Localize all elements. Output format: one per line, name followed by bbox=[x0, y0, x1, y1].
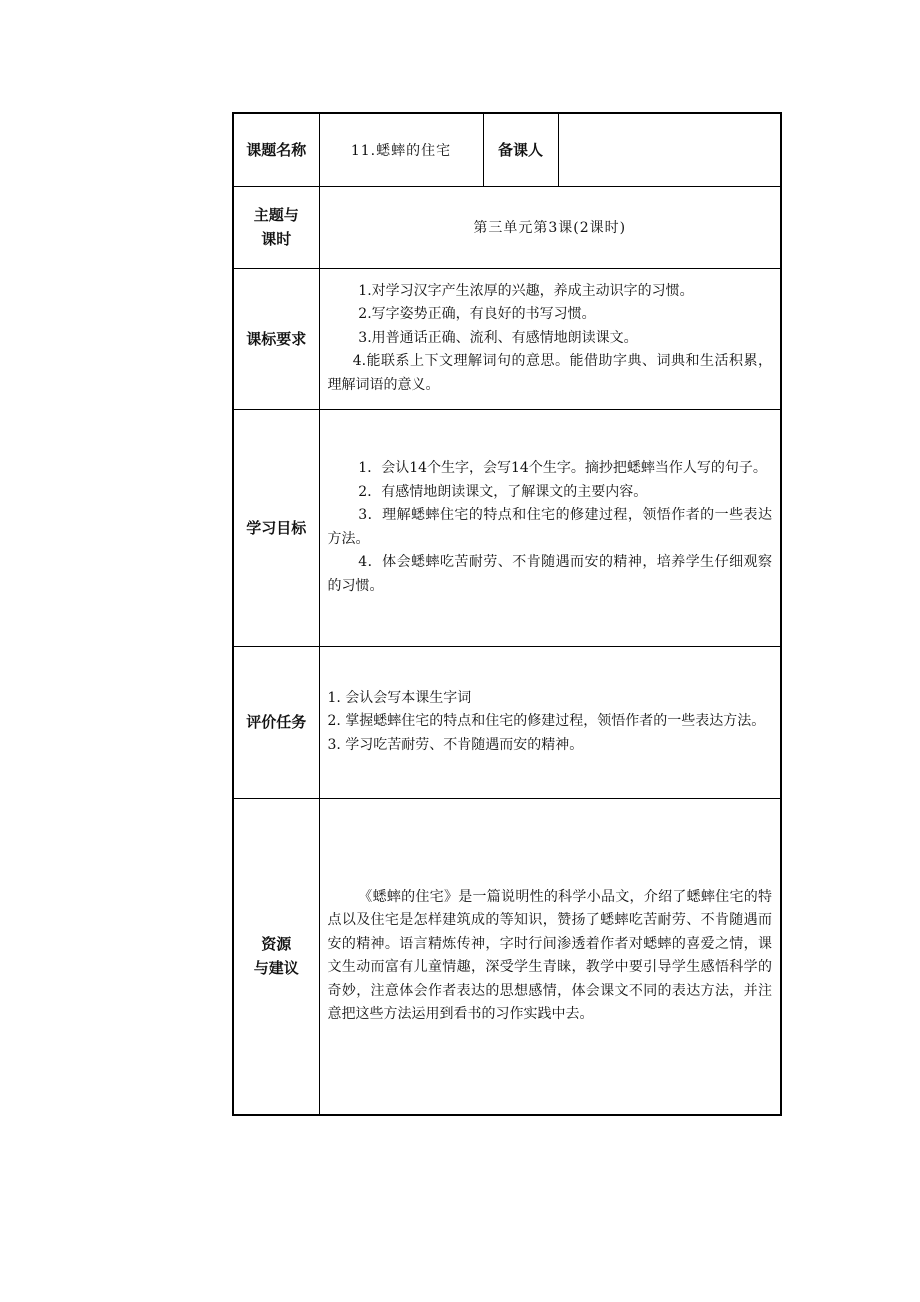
row-resources bbox=[233, 798, 781, 1115]
goals-item: 1．会认14个生字，会写14个生字。摘抄把蟋蟀当作人写的句子。 bbox=[358, 460, 767, 476]
resources-label-line2: 与建议 bbox=[253, 959, 299, 978]
row-goals bbox=[233, 409, 781, 646]
standards-item: 3.用普通话正确、流利、有感情地朗读课文。 bbox=[358, 329, 638, 346]
resources-label-line1: 资源 bbox=[261, 935, 292, 954]
theme-value: 第三单元第3课(2课时) bbox=[319, 186, 781, 268]
tasks-label: 评价任务 bbox=[233, 646, 319, 798]
goals-label: 学习目标 bbox=[233, 409, 319, 646]
preparer-label: 备课人 bbox=[483, 113, 558, 186]
standards-content bbox=[319, 268, 781, 409]
lesson-plan-table bbox=[232, 112, 782, 1116]
row-standards bbox=[233, 268, 781, 409]
standards-item: 1.对学习汉字产生浓厚的兴趣，养成主动识字的习惯。 bbox=[358, 282, 694, 299]
tasks-item: 3. 学习吃苦耐劳、不肯随遇而安的精神。 bbox=[327, 736, 584, 753]
tasks-item: 2. 掌握蟋蟀住宅的特点和住宅的修建过程，领悟作者的一些表达方法。 bbox=[327, 713, 766, 730]
tasks-item: 1. 会认会写本课生字词 bbox=[327, 689, 472, 706]
row-tasks bbox=[233, 646, 781, 798]
row-theme bbox=[233, 186, 781, 268]
goals-item: 4．体会蟋蟀吃苦耐劳、不肯随遇而安的精神，培养学生仔细观察的习惯。 bbox=[327, 554, 772, 594]
goals-item: 3．理解蟋蟀住宅的特点和住宅的修建过程，领悟作者的一些表达方法。 bbox=[327, 507, 772, 547]
tasks-content bbox=[319, 646, 781, 798]
goals-item: 2．有感情地朗读课文，了解课文的主要内容。 bbox=[358, 483, 648, 500]
resources-paragraph: 《蟋蟀的住宅》是一篇说明性的科学小品文，介绍了蟋蟀住宅的特点以及住宅是怎样建筑成的等知识，赞扬了蟋蟀吃苦耐劳、不肯随遇而安的精神。语言精炼传神，字时行间渗透着作者对蟋蟀的喜爱之情，课文生动而富有儿童情趣，深受学生青睐，教学中要引导学生感悟科学的奇妙，注意体会作者表达的思想感情，体会课文不同的表达方法，并注意把这些方法运用到看书的习作实践中去。 bbox=[327, 888, 772, 1023]
row-lesson-title bbox=[233, 113, 781, 186]
theme-label-line2: 课时 bbox=[261, 230, 292, 248]
resources-label bbox=[233, 798, 319, 1115]
standards-label: 课标要求 bbox=[233, 268, 319, 409]
goals-content bbox=[319, 409, 781, 646]
standards-item: 4.能联系上下文理解词句的意思。能借助字典、词典和生活积累，理解词语的意义。 bbox=[327, 353, 772, 393]
theme-label-line1: 主题与 bbox=[253, 206, 299, 224]
lesson-title-value: 11.蟋蟀的住宅 bbox=[319, 113, 483, 186]
lesson-title-label: 课题名称 bbox=[233, 113, 319, 186]
theme-label bbox=[233, 186, 319, 268]
standards-item: 2.写字姿势正确，有良好的书写习惯。 bbox=[358, 306, 596, 323]
preparer-value bbox=[558, 113, 781, 186]
resources-content bbox=[319, 798, 781, 1115]
